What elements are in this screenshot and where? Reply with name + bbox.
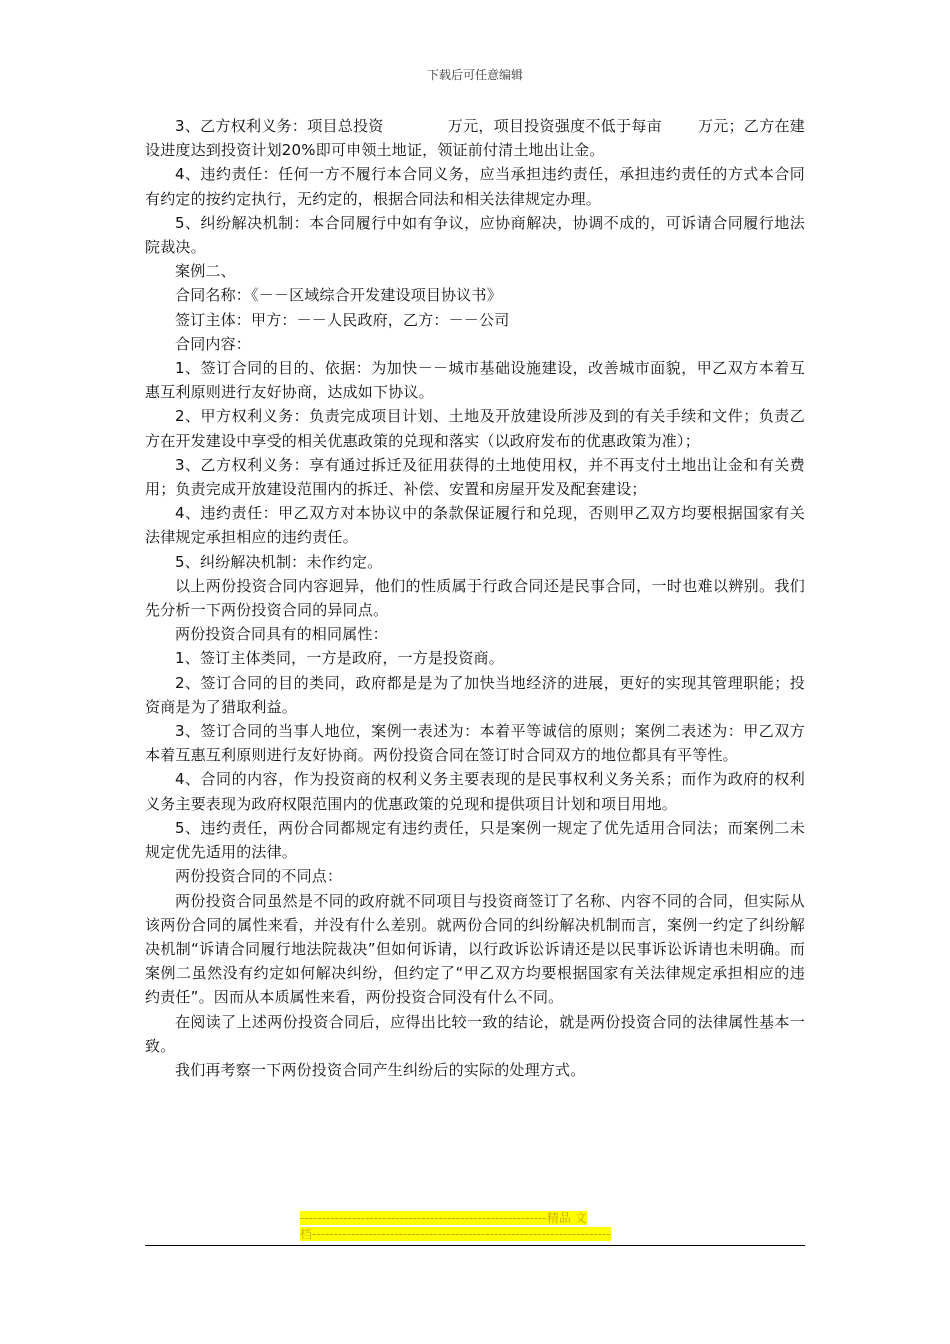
paragraph-first	[145, 114, 805, 162]
footer-divider	[145, 1245, 805, 1246]
paragraph: 5、纠纷解决机制：本合同履行中如有争议，应协商解决，协调不成的，可诉请合同履行地法院裁决。	[145, 213, 805, 257]
paragraph: 1、签订合同的目的、依据：为加快－－城市基础设施建设，改善城市面貌，甲乙双方本着互惠互利原则进行友好协商，达成如下协议。	[145, 359, 805, 402]
paragraph: 1、签订主体类同，一方是政府，一方是投资商。	[175, 649, 504, 668]
footer-watermark	[300, 1210, 650, 1242]
paragraph: 两份投资合同虽然是不同的政府就不同项目与投资商签订了名称、内容不同的合同，但实际从该两份合同的属性来看，并没有什么差别。就两份合同的纠纷解决机制而言，案例一约定了纠纷解决机制“诉请合同履行地法院裁决”但如何诉请，以行政诉讼诉请还是以民事诉讼诉请也未明确。而案例二虽然没有约定如何解决纠纷，但约定了“甲乙双方均要根据国家有关法律规定承担相应的违约责任”。因而从本质属性来看，两份投资合同没有什么不同。	[145, 891, 805, 1007]
paragraph: 3、签订合同的当事人地位，案例一表述为：本着平等诚信的原则；案例二表述为：甲乙双方本着互惠互利原则进行友好协商。两份投资合同在签订时合同双方的地位都具有平等性。	[145, 722, 805, 765]
footer-watermark-line-1: ---------------------------------------------------------精品 文	[300, 1211, 587, 1225]
paragraph: 5、违约责任，两份合同都规定有违约责任，只是案例一规定了优先适用合同法；而案例二未规定优先适用的法律。	[145, 818, 805, 862]
paragraph-first-part-c: 万元；乙方在建设进度达到投资计划20%即可申领土地证，领证前付清土地出让金。	[145, 117, 805, 160]
paragraph: 以上两份投资合同内容迥异，他们的性质属于行政合同还是民事合同，一时也难以辨别。我们先分析一下两份投资合同的异同点。	[145, 576, 805, 620]
paragraph: 案例二、	[175, 262, 236, 281]
paragraph: 2、签订合同的目的类同，政府都是是为了加快当地经济的进展，更好的实现其管理职能；投资商是为了猎取利益。	[145, 673, 805, 716]
document-body	[145, 114, 805, 1082]
paragraph: 3、乙方权利义务：享有通过拆迁及征用获得的土地使用权，并不再支付土地出让金和有关费用；负责完成开放建设范围内的拆迁、补偿、安置和房屋开发及配套建设；	[145, 455, 805, 499]
paragraph-first-part-a: 3、乙方权利义务：项目总投资	[175, 117, 384, 135]
paragraph: 合同内容：	[175, 334, 252, 353]
paragraph: 2、甲方权利义务：负责完成项目计划、土地及开放建设所涉及到的有关手续和文件；负责乙方在开发建设中享受的相关优惠政策的兑现和落实（以政府发布的优惠政策为准）；	[145, 407, 805, 450]
paragraph: 两份投资合同具有的相同属性：	[175, 625, 388, 644]
page-header: 下载后可任意编辑	[426, 68, 523, 82]
paragraph: 我们再考察一下两份投资合同产生纠纷后的实际的处理方式。	[175, 1060, 586, 1079]
paragraph: 签订主体：甲方：－－人民政府，乙方：－－公司	[175, 310, 510, 329]
footer-watermark-line-2: 档---------------------------------------------------------------------	[300, 1227, 611, 1241]
paragraph: 5、纠纷解决机制：未作约定。	[175, 552, 383, 571]
paragraph: 4、违约责任：甲乙双方对本协议中的条款保证履行和兑现，否则甲乙双方均要根据国家有关法律规定承担相应的违约责任。	[145, 504, 805, 547]
paragraph: 两份投资合同的不同点：	[175, 867, 343, 886]
paragraph: 4、合同的内容，作为投资商的权利义务主要表现的是民事权利义务关系；而作为政府的权利义务主要表现为政府权限范围内的优惠政策的兑现和提供项目计划和项目用地。	[145, 770, 805, 813]
paragraph: 合同名称：《－－区域综合开发建设项目协议书》	[175, 286, 502, 305]
paragraph-first-part-b: 万元，项目投资强度不低于每亩	[447, 117, 662, 135]
paragraph: 在阅读了上述两份投资合同后，应得出比较一致的结论，就是两份投资合同的法律属性基本一致。	[145, 1012, 805, 1055]
paragraph: 4、违约责任：任何一方不履行本合同义务，应当承担违约责任，承担违约责任的方式本合同有约定的按约定执行，无约定的，根据合同法和相关法律规定办理。	[145, 165, 805, 208]
